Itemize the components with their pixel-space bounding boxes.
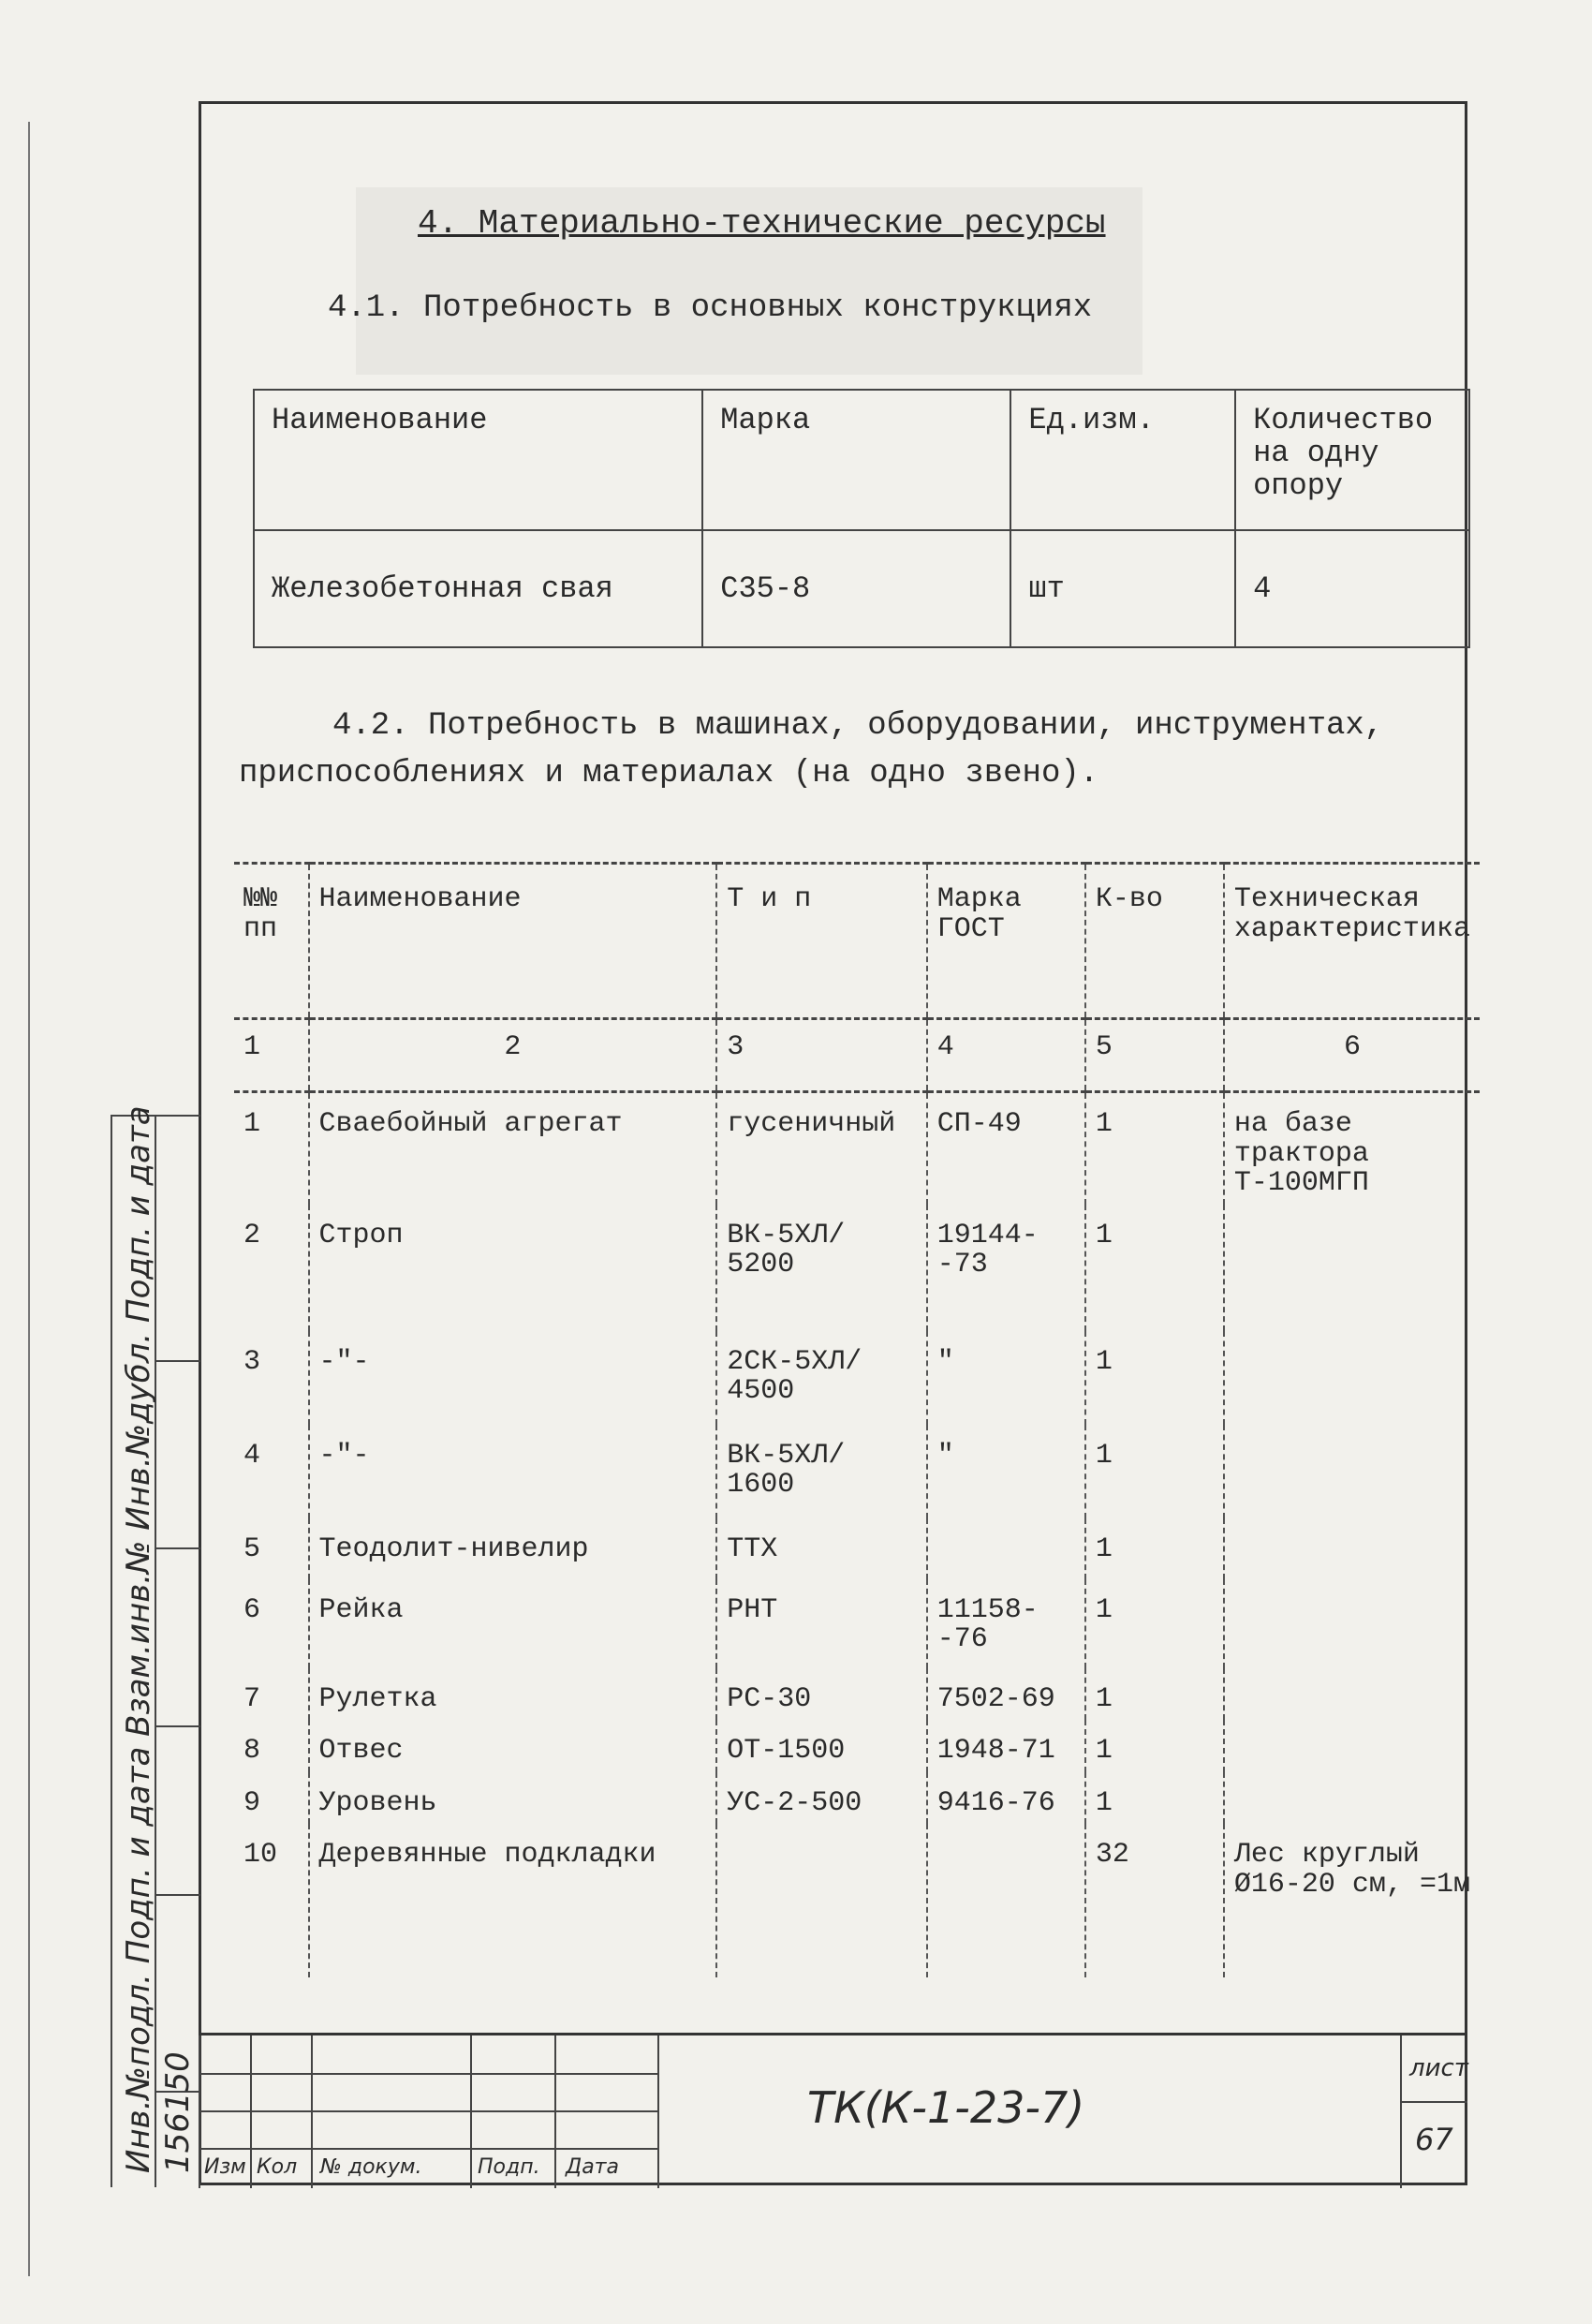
cell: ВК-5ХЛ/ 1600 — [716, 1425, 927, 1518]
header-cell: Ед.изм. — [1010, 390, 1235, 530]
cell: 10 — [243, 1839, 278, 1871]
cell: Лес круглый Ø16-20 см, =1м — [1224, 1824, 1480, 1977]
cell: 1 — [1085, 1205, 1224, 1331]
header-cell: К-во — [1085, 864, 1224, 1019]
column-number: 1 — [234, 1019, 309, 1092]
cell: 4 — [1235, 530, 1469, 647]
stamp-label: Подп. — [478, 2155, 540, 2179]
column-number: 2 — [309, 1019, 717, 1092]
table-row — [234, 1092, 1480, 1205]
table-row — [234, 1331, 1480, 1425]
cell: РС-30 — [716, 1668, 927, 1721]
revision-grid — [199, 2035, 657, 2188]
cell: 6 — [243, 1593, 261, 1626]
section-title: 4. Материально-технические ресурсы — [418, 204, 1106, 243]
table-row — [234, 1720, 1480, 1772]
cell: 1 — [1085, 1331, 1224, 1425]
cell: СП-49 — [927, 1092, 1085, 1205]
cell: Рейка — [309, 1579, 717, 1668]
cell — [927, 1518, 1085, 1579]
cell: 9 — [243, 1786, 261, 1819]
cell — [927, 1824, 1085, 1977]
table-row — [234, 1772, 1480, 1825]
subsection-title: 4.1. Потребность в основных конструкциях — [328, 290, 1093, 326]
cell: 5 — [243, 1532, 261, 1565]
cell: 1948-71 — [927, 1720, 1085, 1772]
column-number: 5 — [1085, 1019, 1224, 1092]
cell: 19144- -73 — [927, 1205, 1085, 1331]
equipment-table — [234, 862, 1480, 1977]
document-code: ТК(К-1-23-7) — [807, 2082, 1085, 2133]
cell: УС-2-500 — [716, 1772, 927, 1825]
cell — [1224, 1668, 1480, 1721]
cell — [1224, 1518, 1480, 1579]
cell: " — [927, 1425, 1085, 1518]
constructions-table — [253, 389, 1470, 648]
cell: Теодолит-нивелир — [309, 1518, 717, 1579]
stamp-label: Кол — [257, 2155, 298, 2179]
table-header-row — [254, 390, 1469, 530]
cell: -"- — [309, 1425, 717, 1518]
sheet-label: лист — [1409, 2054, 1468, 2082]
title-block — [199, 2033, 1467, 2188]
paragraph — [239, 703, 1484, 798]
header-cell: Техническая характеристика — [1224, 864, 1480, 1019]
header-cell: №№ пп — [234, 864, 309, 1019]
header-cell: Наименование — [254, 390, 702, 530]
cell — [1224, 1579, 1480, 1668]
cell: 1 — [1085, 1772, 1224, 1825]
cell: шт — [1010, 530, 1235, 647]
cell: ВК-5ХЛ/ 5200 — [716, 1205, 927, 1331]
cell: 7 — [243, 1682, 261, 1715]
cell — [1224, 1331, 1480, 1425]
cell: Уровень — [309, 1772, 717, 1825]
header-cell: Т и п — [716, 864, 927, 1019]
cell: 8 — [243, 1735, 261, 1767]
cell: Сваебойный агрегат — [309, 1092, 717, 1205]
cell: 9416-76 — [927, 1772, 1085, 1825]
cell: 11158- -76 — [927, 1579, 1085, 1668]
cell — [1224, 1772, 1480, 1825]
table-row — [234, 1205, 1480, 1331]
cell — [716, 1824, 927, 1977]
cell: 1 — [1085, 1668, 1224, 1721]
column-number-row — [234, 1019, 1480, 1092]
column-number: 4 — [927, 1019, 1085, 1092]
cell: Деревянные подкладки — [309, 1824, 717, 1977]
cell: 1 — [1085, 1518, 1224, 1579]
cell — [1224, 1425, 1480, 1518]
cell: 7502-69 — [927, 1668, 1085, 1721]
header-cell: Количество на одну опору — [1235, 390, 1469, 530]
cell: 4 — [243, 1439, 261, 1472]
cell: гусеничный — [716, 1092, 927, 1205]
stamp-label: Дата — [566, 2155, 619, 2179]
cell: на базе трактора Т-100МГП — [1224, 1092, 1480, 1205]
cell: 1 — [1085, 1092, 1224, 1205]
header-cell: Марка ГОСТ — [927, 864, 1085, 1019]
table-row — [234, 1579, 1480, 1668]
cell: Железобетонная свая — [254, 530, 702, 647]
cell: Строп — [309, 1205, 717, 1331]
cell: Отвес — [309, 1720, 717, 1772]
cell: С35-8 — [702, 530, 1010, 647]
side-stamp-label: Инв.№подл. Подп. и дата Взам.инв.№ Инв.№дубл. Подп. и дата — [120, 1105, 157, 2173]
cell: 1 — [1085, 1720, 1224, 1772]
table-row — [254, 530, 1469, 647]
cell: 2СК-5ХЛ/ 4500 — [716, 1331, 927, 1425]
sheet-number-box — [1400, 2035, 1467, 2188]
table-row — [234, 1425, 1480, 1518]
cell: 1 — [243, 1108, 261, 1140]
cell: 3 — [243, 1345, 261, 1378]
cell: 1 — [1085, 1425, 1224, 1518]
table-row — [234, 1668, 1480, 1721]
cell: Рулетка — [309, 1668, 717, 1721]
cell — [1224, 1205, 1480, 1331]
cell: 1 — [1085, 1579, 1224, 1668]
margin-line — [28, 122, 30, 2276]
sheet-number: 67 — [1415, 2122, 1453, 2157]
column-number: 6 — [1224, 1019, 1480, 1092]
table-row — [234, 1824, 1480, 1977]
cell: " — [927, 1331, 1085, 1425]
header-cell: Наименование — [309, 864, 717, 1019]
cell — [1224, 1720, 1480, 1772]
cell: -"- — [309, 1331, 717, 1425]
stamp-label: № докум. — [320, 2155, 422, 2179]
column-number: 3 — [716, 1019, 927, 1092]
cell: ТТХ — [716, 1518, 927, 1579]
table-header-row — [234, 864, 1480, 1019]
paragraph-line: приспособлениях и материалах (на одно звено). — [239, 756, 1099, 792]
cell: 32 — [1085, 1824, 1224, 1977]
cell: ОТ-1500 — [716, 1720, 927, 1772]
cell: РНТ — [716, 1579, 927, 1668]
cell: 2 — [243, 1219, 261, 1251]
stamp-label: Изм — [204, 2155, 246, 2179]
header-cell: Марка — [702, 390, 1010, 530]
paragraph-line: 4.2. Потребность в машинах, оборудовании, инструментах, — [332, 708, 1384, 744]
table-row — [234, 1518, 1480, 1579]
inventory-number: 156150 — [159, 2051, 197, 2173]
